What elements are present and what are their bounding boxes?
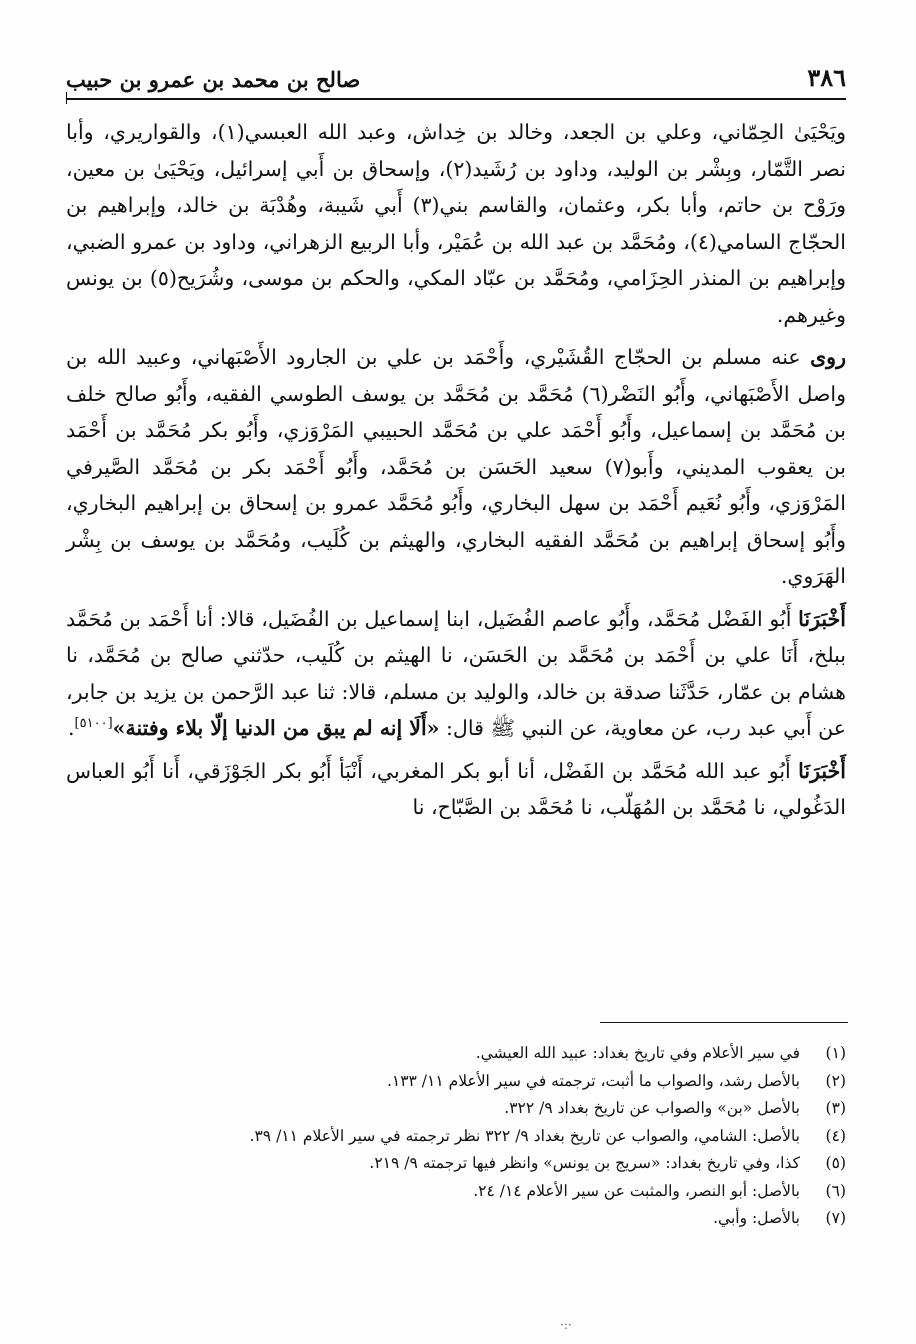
paragraph-teachers [66,114,846,333]
footnote-text: بالأصل: وأبي. [713,1209,800,1227]
paragraph-text: ويَحْيَىٰ الحِمّاني، وعلي بن الجعد، وخالد بن خِداش، وعبد الله العبسي(١)، والقواريري، وأبا نصر التَّمّار، وبِشْر بن الوليد، وداود بن رُشَيد(٢)، وإسحاق بن أَبي إسرائيل، ويَحْيَىٰ بن معين، ورَوْح بن حاتم، وأبا بكر، وعثمان، والقاسم بني(٣) أَبي شَيبة، وهُدْبَة بن خالد، وإبراهيم بن الحجّاج السامي(٤)، ومُحَمَّد بن عبد الله بن عُمَيْر، وأبا الربيع الزهراني، وداود بن عمرو الضبي، وإبراهيم بن المنذر الحِزَامي، ومُحَمَّد بن عبّاد المكي، والحكم بن موسى، وشُرَيح(٥) بن يونس وغيرهم. [66,120,847,327]
paragraph-text: أَبُو الفَضْل مُحَمَّد، وأَبُو عاصم الفُضَيل، ابنا إسماعيل بن الفُضَيل، قالا: أنا أَحْمَد بن مُحَمَّد ببلخ، أَنَا علي بن أَحْمَد بن مُحَمَّد بن الحَسَن، نا الهيثم بن كُلَيب، حدّثني صالح بن مُحَمَّد، نا هشام بن عمّار، حَدَّثَنا صدقة بن خالد، والوليد بن مسلم، قالا: ثنا عبد الرَّحمن بن يزيد بن جابر، عن أَبي عبد رب، عن معاوية، عن النبي ﷺ قال: [66,606,846,740]
footnote-text: بالأصل: أبو النصر، والمثبت عن سير الأعلام ١٤/ ٢٤. [473,1181,800,1200]
footnote-item [66,1205,846,1233]
paragraph-text: عنه مسلم بن الحجّاج القُشَيْري، وأَحْمَد بن علي بن الجارود الأَصْبَهاني، وعبيد الله بن واصل الأَصْبَهاني، وأَبُو النَضْر(٦) مُحَمَّد بن مُحَمَّد بن يوسف الطوسي الفقيه، وأَبُو صالح خلف بن مُحَمَّد بن إسماعيل، وأَبُو أَحْمَد علي بن مُحَمَّد الحبيبي المَرْوَزي، وأَبُو بكر مُحَمَّد بن أَحْمَد بن يعقوب المديني، وأَبو(٧) سعيد الحَسَن بن مُحَمَّد، وأَبُو أَحْمَد بكر بن مُحَمَّد الصَّيرفي المَرْوَزي، وأَبُو نُعَيم أَحْمَد بن سهل البخاري، وأَبُو مُحَمَّد عمرو بن إسحاق بن إبراهيم البخاري، وأَبُو إسحاق إبراهيم بن مُحَمَّد الفقيه البخاري، والهيثم بن كُلَيب، ومُحَمَّد بن يوسف بن بِشْر الهَرَوي. [66,345,846,588]
footnote-item [66,1178,846,1206]
footnote-text: كذا، وفي تاريخ بغداد: «سريج بن يونس» وانظر فيها ترجمته ٩/ ٢١٩. [369,1154,800,1172]
footnote-item [66,1095,846,1123]
footnote-number: (٧) [825,1209,846,1227]
footnote-item [66,1150,846,1178]
hadith-reference: [٥١٠٠] [74,716,113,732]
scan-mark-dots: ·:· [560,1318,572,1332]
footnote-item [66,1123,846,1151]
footnote-text: بالأصل رشد، والصواب ما أثبت، ترجمته في سير الأعلام ١١/ ١٣٣. [386,1071,800,1090]
footnote-separator [600,1022,848,1023]
paragraph-lead: روى [810,345,846,369]
paragraph-hadith-1 [66,601,846,747]
running-title: صالح بن محمد بن عمرو بن حبيب [66,67,361,92]
paragraph-lead: أَخْبَرَنَا [798,606,846,631]
hadith-text: «أَلَا إنه لم يبق من الدنيا إلّا بلاء وفتنة» [112,716,440,740]
main-text [66,114,846,832]
paragraph-tail: . [68,716,75,740]
footnote-text: بالأصل «بن» والصواب عن تاريخ بغداد ٩/ ٣٢٢. [504,1099,800,1117]
header-left-rule [66,92,67,104]
footnote-text: بالأصل: الشامي، والصواب عن تاريخ بغداد ٩/ ٣٢٢ نظر ترجمته في سير الأعلام ١١/ ٣٩. [249,1126,800,1145]
paragraph-students [66,339,846,595]
footnote-number: (٣) [825,1099,846,1117]
paragraph-lead: أَخْبَرَنَا [798,758,846,783]
footnote-number: (٤) [825,1126,846,1145]
footnote-number: (٥) [825,1154,846,1172]
footnotes [66,1040,846,1233]
paragraph-hadith-2 [66,753,846,826]
page-number: ٣٨٦ [807,63,846,92]
footnote-number: (٦) [825,1181,846,1200]
paragraph-text: أَبُو عبد الله مُحَمَّد بن الفَضْل، أنا أبو بكر المغربي، أَنْبَأ أَبُو بكر الجَوْزَقي، أَنا أَبُو العباس الدَغُولي، نا مُحَمَّد بن المُهَلّب، نا مُحَمَّد بن الصَّبّاح، نا [66,758,846,819]
footnote-number: (١) [825,1044,846,1062]
page-header [66,52,846,100]
footnote-text: في سير الأعلام وفي تاريخ بغداد: عبيد الله العيشي. [475,1044,800,1062]
footnote-number: (٢) [825,1071,846,1090]
footnote-item [66,1068,846,1096]
footnote-item [66,1040,846,1068]
